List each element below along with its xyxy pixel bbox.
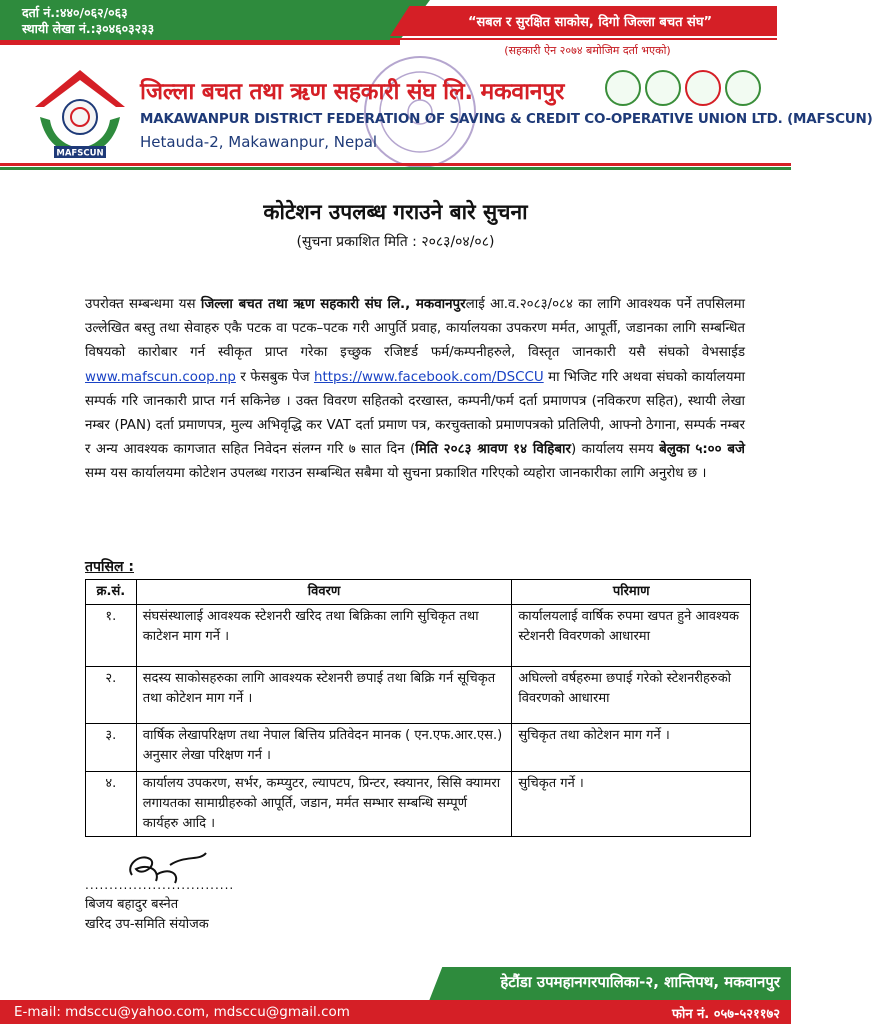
body-text-5: ) कार्यालय समय: [571, 442, 660, 458]
organization-name-nepali: जिल्ला बचत तथा ऋण सहकारी संघ लि. मकवानपुर: [140, 79, 565, 105]
header-serial: क्र.सं.: [86, 580, 137, 605]
registration-block: [22, 5, 154, 37]
facebook-link[interactable]: https://www.facebook.com/DSCCU: [313, 369, 544, 385]
header-red-strip: [0, 40, 400, 45]
footer-address: हेटौंडा उपमहानगरपालिका-२, शान्तिपथ, मकवानपुर: [500, 973, 780, 991]
table-row: [86, 605, 751, 667]
organization-address: Hetauda-2, Makawanpur, Nepal: [140, 133, 378, 151]
notice-body: [85, 293, 745, 487]
body-text-1: उपरोक्त सम्बन्धमा यस: [85, 297, 201, 312]
row-serial: ४.: [86, 772, 137, 837]
header-divider-red: [0, 163, 791, 166]
header-divider-green: [0, 167, 791, 170]
signature-line: ...............................: [85, 878, 235, 892]
body-deadline: मिति २०८३ श्रावण १४ विहिबार: [415, 442, 571, 458]
body-time: बेलुका ५:०० बजे: [659, 442, 745, 458]
signer-name: बिजय बहादुर बस्नेत: [85, 897, 179, 912]
table-header-row: [86, 580, 751, 605]
schedule-label: तपसिल :: [85, 559, 134, 575]
slogan-text: “सबल र सुरक्षित साकोस, दिगो जिल्ला बचत संघ”: [467, 15, 713, 30]
row-serial: ३.: [86, 724, 137, 772]
council-badge-icon: [725, 70, 761, 106]
header-quantity: परिमाण: [512, 580, 751, 605]
cooperative-badge-icon: [685, 70, 721, 106]
signer-block: [85, 895, 209, 935]
body-text-2: लाई आ.व.२०८३/०८४ का लागि आवश्यक पर्ने तपसिलमा उल्लेखित बस्तु तथा सेवाहरु एकै पटक वा पटक–पटक गरी आपुर्ति प्रवाह, कार्यालयका उपकरण मर्मत, आपूर्ती, जडानका लागि सम्बन्धित विषयको कारोबार गर्न स्वीकृत प्राप्त गरेका इच्छुक रजिष्टर्ड फर्म/कम्पनीहरुले, विस्तृत जानकारी यसै संघको वेभसाईड: [85, 297, 745, 361]
row-quantity: कार्यालयलाई वार्षिक रुपमा खपत हुने आवश्यक स्टेशनरी विवरणको आधारमा: [512, 605, 751, 667]
logo-label: MAFSCUN: [56, 148, 104, 159]
row-quantity: सुचिकृत तथा कोटेशन माग गर्ने ।: [512, 724, 751, 772]
website-link[interactable]: www.mafscun.coop.np: [85, 369, 236, 385]
footer-phone: फोन नं. ०५७-५२११७२: [671, 1007, 780, 1022]
row-quantity: सुचिकृत गर्ने ।: [512, 772, 751, 837]
body-text-6: सम्म यस कार्यालयमा कोटेशन उपलब्ध गराउन सम्बन्धित सबैमा यो सुचना प्रकाशित गरिएको व्यहोरा जानकारीका लागि अनुरोध छ ।: [85, 466, 707, 482]
row-serial: २.: [86, 667, 137, 724]
body-org-name: जिल्ला बचत तथा ऋण सहकारी संघ लि., मकवानपुर: [200, 297, 466, 312]
anniversary-badge-icon: [605, 70, 641, 106]
header-description: विवरण: [136, 580, 512, 605]
table-row: [86, 667, 751, 724]
logo-emblem-icon: [63, 100, 97, 134]
row-description: कार्यालय उपकरण, सर्भर, कम्प्युटर, ल्यापटप, प्रिन्टर, स्क्यानर, सिसि क्यामरा लगायतका सामाग्रीहरुको आपूर्ति, जडान, मर्मत सम्भार सम्बन्धि सम्पूर्ण कार्यहरु आदि ।: [136, 772, 512, 837]
table-row: [86, 772, 751, 837]
notice-title: कोटेशन उपलब्ध गराउने बारे सुचना: [263, 200, 528, 224]
footer-email: E-mail: mdsccu@yahoo.com, mdsccu@gmail.com: [14, 1004, 350, 1020]
federation-badge-icon: [645, 70, 681, 106]
row-description: सदस्य साकोसहरुका लागि आवश्यक स्टेशनरी छपाई तथा बिक्रि गर्न सूचिकृत तथा कोटेशन माग गर्ने ।: [136, 667, 512, 724]
organization-logo: [30, 62, 130, 162]
slogan-underline: [390, 38, 777, 40]
body-text-3: र फेसबुक पेज: [235, 369, 314, 385]
organization-name-english: MAKAWANPUR DISTRICT FEDERATION OF SAVING & CREDIT CO-OPERATIVE UNION LTD. (MAFSCUN): [140, 111, 873, 127]
publication-date: (सुचना प्रकाशित मिति : २०८३/०४/०८): [296, 234, 495, 250]
signer-designation: खरिद उप-समिति संयोजक: [85, 917, 209, 932]
body-text-4: मा भिजिट गरि अथवा संघको कार्यालयमा सम्पर्क गरि जानकारी प्राप्त गर्न सकिनेछ । उक्त विवरण सहितको दरखास्त, कम्पनी/फर्म दर्ता प्रमाणपत्र (नविकरण सहित), स्थायी लेखा नम्बर (PAN) दर्ता प्रमाणपत्र, मुल्य अभिवृद्धि कर VAT दर्ता प्रमाण पत्र, करचुक्ताको प्रमाणपत्रको प्रतिलिपी, आफ्नो ठेगाना, सम्पर्क नम्बर र अन्य आवश्यक कागजात सहित निवेदन संलग्न गरि ७ सात दिन (: [85, 369, 745, 458]
registration-number: दर्ता नं.:४४०/०६२/०६३: [22, 5, 128, 20]
table-row: [86, 724, 751, 772]
row-description: संघसंस्थालाई आवश्यक स्टेशनरी खरिद तथा बिक्रिका लागि सुचिकृत तथा काटेशन माग गर्ने ।: [136, 605, 512, 667]
row-description: वार्षिक लेखापरिक्षण तथा नेपाल बित्तिय प्रतिवेदन मानक ( एन.एफ.आर.एस.) अनुसार लेखा परिक्षण गर्न ।: [136, 724, 512, 772]
pan-number: स्थायी लेखा नं.:३०४६०३२३३: [22, 21, 155, 36]
schedule-table: [85, 579, 751, 837]
act-registration-note: (सहकारी ऐन २०७४ बमोजिम दर्ता भएको): [504, 44, 671, 57]
row-serial: १.: [86, 605, 137, 667]
row-quantity: अघिल्लो वर्षहरुमा छपाई गरेको स्टेशनरीहरुको विवरणको आधारमा: [512, 667, 751, 724]
